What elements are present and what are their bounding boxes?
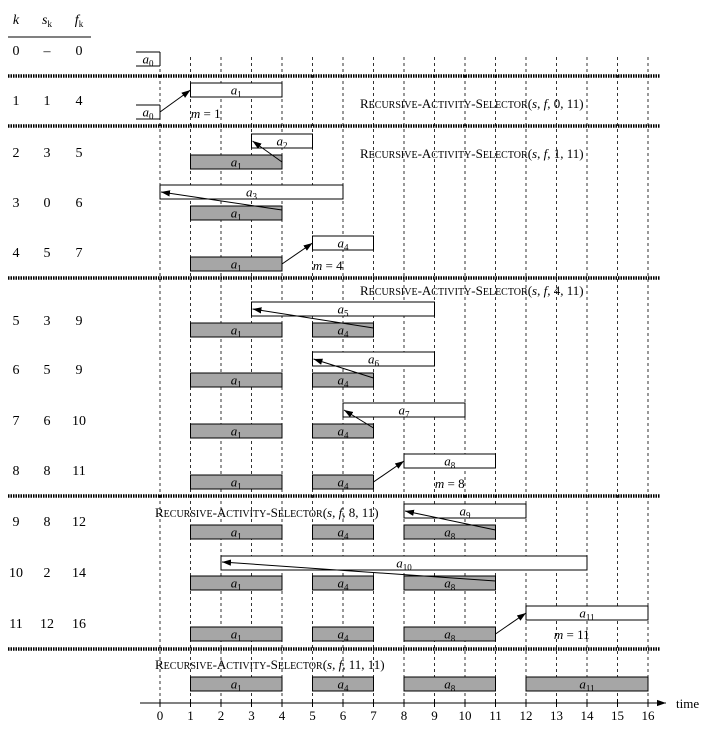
- arrow: [496, 613, 527, 634]
- activity-label: $a_8$: [444, 626, 456, 644]
- activity-label: $a_8$: [444, 676, 456, 694]
- activity-label: $a_9$: [459, 503, 471, 521]
- table-cell-f: 0: [75, 44, 83, 59]
- activity-label: $a_1$: [230, 322, 242, 340]
- table-cell-k: 6: [12, 363, 20, 378]
- table-cell-s: 3: [43, 314, 51, 329]
- activity-label: $a_1$: [230, 372, 242, 390]
- table-cell-s: 6: [43, 414, 51, 429]
- activity-label: $a_4$: [337, 322, 349, 340]
- table-cell-k: 0: [12, 44, 20, 59]
- time-axis: [140, 696, 699, 723]
- table-cell-f: 4: [75, 94, 83, 109]
- activity-label: $a_4$: [337, 575, 349, 593]
- activity-label: $a_1$: [230, 474, 242, 492]
- activity-label: $a_4$: [337, 474, 349, 492]
- arrow: [160, 90, 191, 112]
- table-cell-f: 10: [72, 414, 86, 429]
- table-cell-k: 3: [12, 196, 20, 211]
- table-cell-s: 8: [43, 515, 51, 530]
- axis-tick-label: 3: [248, 708, 255, 723]
- table-cell-k: 5: [12, 314, 20, 329]
- m-label: m = 8: [434, 476, 465, 491]
- axis-tick-label: 6: [339, 708, 347, 723]
- ksf-table: [8, 13, 91, 632]
- activity-label: $a_{10}$: [396, 555, 412, 573]
- table-cell-f: 5: [75, 146, 83, 161]
- axis-tick-label: 0: [156, 708, 164, 723]
- table-cell-f: 16: [72, 617, 86, 632]
- table-cell-k: 9: [12, 515, 20, 530]
- table-cell-s: 5: [43, 363, 51, 378]
- activity-label: $a_5$: [337, 301, 349, 319]
- table-cell-s: 2: [43, 566, 51, 581]
- activity-label: $a_1$: [230, 423, 242, 441]
- table-cell-s: 3: [43, 146, 51, 161]
- activity-label: $a_4$: [337, 676, 349, 694]
- m-label: m = 11: [553, 627, 590, 642]
- table-cell-s: 0: [43, 196, 51, 211]
- axis-tick-label: 1: [187, 708, 194, 723]
- activity-label: $a_1$: [230, 205, 242, 223]
- table-cell-k: 7: [12, 414, 20, 429]
- table-cell-s: 1: [43, 94, 51, 109]
- axis-tick-label: 4: [278, 708, 286, 723]
- activity-label: $a_4$: [337, 372, 349, 390]
- activity-label: $a_{11}$: [579, 676, 595, 694]
- table-cell-s: 12: [40, 617, 54, 632]
- activity-label: $a_{11}$: [579, 605, 595, 623]
- activity-label: $a_1$: [230, 82, 242, 100]
- activity-label: $a_1$: [230, 154, 242, 172]
- activity-label: $a_1$: [230, 524, 242, 542]
- axis-tick-label: 2: [217, 708, 225, 723]
- table-cell-k: 10: [9, 566, 23, 581]
- table-cell-f: 7: [75, 246, 83, 261]
- activity-label: $a_3$: [246, 184, 257, 202]
- recursive-call-label: RECURSIVE-ACTIVITY-SELECTOR(s, f, 8, 11): [155, 505, 379, 520]
- activity-label: $a_4$: [337, 524, 349, 542]
- activity-label: $a_0$: [142, 51, 154, 69]
- arrow: [282, 243, 313, 264]
- activity-label: $a_1$: [230, 676, 242, 694]
- axis-tick-label: 10: [458, 708, 472, 723]
- axis-tick-label: 7: [370, 708, 377, 723]
- axis-tick-label: 11: [489, 708, 502, 723]
- activity-label: $a_6$: [368, 351, 379, 369]
- axis-tick-label: 9: [431, 708, 438, 723]
- table-cell-f: 11: [72, 464, 86, 479]
- axis-tick-label: 15: [611, 708, 624, 723]
- axis-tick-label: 13: [550, 708, 563, 723]
- header-f: $f_k$: [74, 13, 84, 29]
- recursive-call-label: RECURSIVE-ACTIVITY-SELECTOR(s, f, 11, 11): [155, 657, 385, 672]
- axis-tick-label: 16: [641, 708, 655, 723]
- axis-tick-label: 8: [400, 708, 408, 723]
- recursive-call-label: RECURSIVE-ACTIVITY-SELECTOR(s, f, 4, 11): [360, 283, 584, 298]
- table-cell-k: 4: [12, 246, 20, 261]
- activity-label: $a_1$: [230, 256, 242, 274]
- recursive-call-label: RECURSIVE-ACTIVITY-SELECTOR(s, f, 0, 11): [360, 96, 584, 111]
- table-cell-s: 8: [43, 464, 51, 479]
- activity-label: $a_4$: [337, 235, 349, 253]
- table-cell-s: 5: [43, 246, 51, 261]
- activity-label: $a_1$: [230, 575, 242, 593]
- table-cell-k: 2: [12, 146, 20, 161]
- activity-label: $a_2$: [276, 133, 288, 151]
- activity-label: $a_0$: [142, 104, 154, 122]
- activity-label: $a_4$: [337, 626, 349, 644]
- arrow: [374, 461, 405, 482]
- axis-label-time: time: [676, 696, 700, 711]
- table-cell-f: 9: [75, 314, 83, 329]
- recursive-call-label: RECURSIVE-ACTIVITY-SELECTOR(s, f, 1, 11): [360, 146, 584, 161]
- m-label: m = 4: [312, 258, 343, 273]
- header-k: k: [12, 13, 20, 28]
- table-cell-f: 9: [75, 363, 83, 378]
- activity-label: $a_7$: [398, 402, 410, 420]
- table-cell-s: –: [43, 44, 51, 59]
- activity-label: $a_8$: [444, 453, 456, 471]
- activity-label: $a_8$: [444, 575, 456, 593]
- table-cell-k: 8: [12, 464, 20, 479]
- table-cell-f: 14: [72, 566, 86, 581]
- table-cell-k: 11: [9, 617, 23, 632]
- table-cell-f: 6: [75, 196, 83, 211]
- axis-tick-label: 12: [519, 708, 533, 723]
- activity-label: $a_1$: [230, 626, 242, 644]
- axis-tick-label: 5: [309, 708, 316, 723]
- axis-tick-label: 14: [580, 708, 594, 723]
- header-s: $s_k$: [42, 13, 52, 29]
- activity-label: $a_4$: [337, 423, 349, 441]
- activity-label: $a_8$: [444, 524, 456, 542]
- table-cell-f: 12: [72, 515, 86, 530]
- m-label: m = 1: [190, 106, 221, 121]
- table-cell-k: 1: [12, 94, 20, 109]
